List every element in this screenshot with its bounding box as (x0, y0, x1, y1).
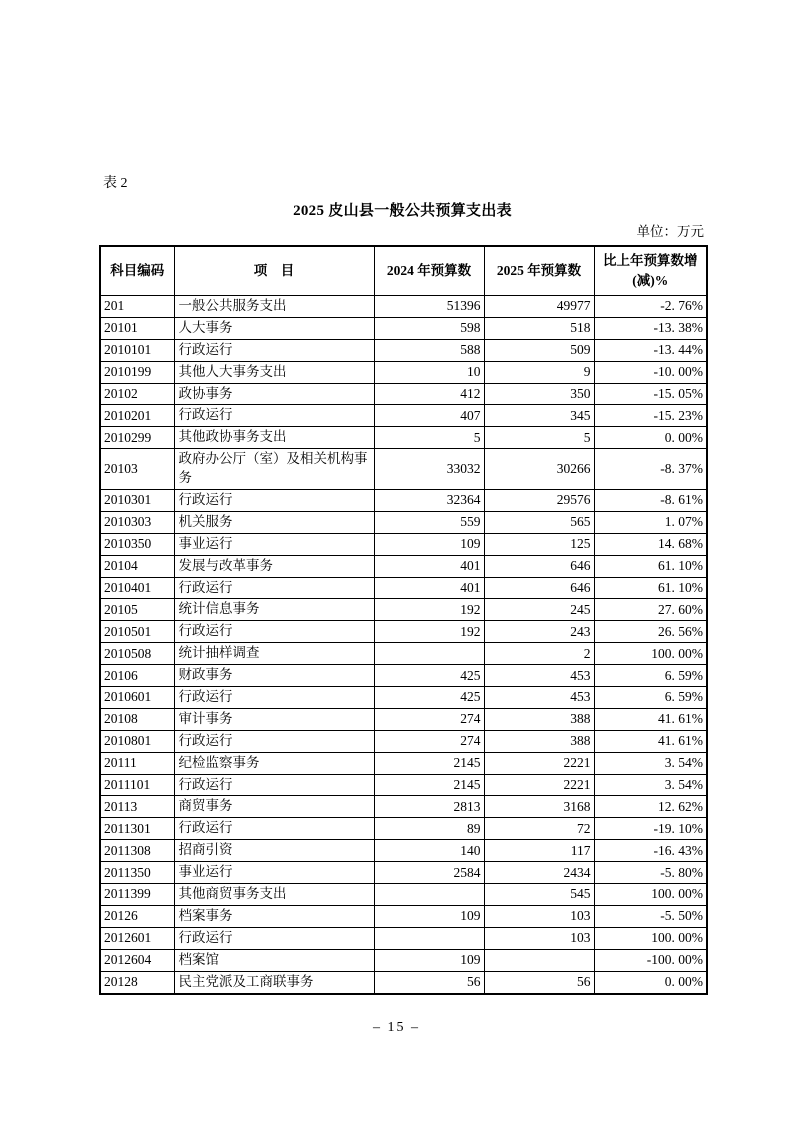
row-code: 2010201 (100, 405, 174, 427)
table-row (100, 405, 707, 427)
row-code: 2010101 (100, 339, 174, 361)
row-code: 20111 (100, 752, 174, 774)
row-code: 2011308 (100, 840, 174, 862)
row-budget-2025: 30266 (484, 449, 594, 490)
row-code: 201 (100, 296, 174, 318)
row-budget-2025: 2221 (484, 752, 594, 774)
table-row (100, 296, 707, 318)
row-change-pct: 3. 54% (594, 752, 707, 774)
row-change-pct: 61. 10% (594, 577, 707, 599)
row-code: 2010301 (100, 490, 174, 512)
table-row (100, 621, 707, 643)
row-code: 2010199 (100, 361, 174, 383)
row-item: 审计事务 (174, 708, 374, 730)
table-row (100, 949, 707, 971)
row-code: 2010303 (100, 511, 174, 533)
row-code: 20108 (100, 708, 174, 730)
row-budget-2025: 103 (484, 905, 594, 927)
row-code: 2010401 (100, 577, 174, 599)
row-budget-2024: 274 (374, 708, 484, 730)
row-item: 行政运行 (174, 490, 374, 512)
row-item: 行政运行 (174, 730, 374, 752)
table-row (100, 971, 707, 993)
row-budget-2024: 425 (374, 665, 484, 687)
row-change-pct: -15. 23% (594, 405, 707, 427)
row-budget-2024: 598 (374, 317, 484, 339)
row-budget-2024: 2813 (374, 796, 484, 818)
row-change-pct: 0. 00% (594, 971, 707, 993)
row-code: 2012601 (100, 927, 174, 949)
row-budget-2025: 518 (484, 317, 594, 339)
row-change-pct: 14. 68% (594, 533, 707, 555)
row-code: 20103 (100, 449, 174, 490)
row-budget-2024: 588 (374, 339, 484, 361)
table-row (100, 796, 707, 818)
row-item: 事业运行 (174, 533, 374, 555)
row-item: 政府办公厅（室）及相关机构事务 (174, 449, 374, 490)
table-row (100, 361, 707, 383)
row-change-pct: 3. 54% (594, 774, 707, 796)
row-change-pct: 100. 00% (594, 643, 707, 665)
row-budget-2024: 109 (374, 533, 484, 555)
row-code: 20104 (100, 555, 174, 577)
table-row (100, 599, 707, 621)
row-budget-2025 (484, 949, 594, 971)
row-item: 财政事务 (174, 665, 374, 687)
row-item: 档案馆 (174, 949, 374, 971)
page-number: – 15 – (373, 1020, 420, 1035)
row-code: 20113 (100, 796, 174, 818)
row-change-pct: 100. 00% (594, 884, 707, 906)
row-item: 机关服务 (174, 511, 374, 533)
row-item: 行政运行 (174, 577, 374, 599)
row-change-pct: -19. 10% (594, 818, 707, 840)
row-code: 2010299 (100, 427, 174, 449)
header-item: 项 目 (174, 246, 374, 296)
row-change-pct: -13. 44% (594, 339, 707, 361)
row-item: 其他政协事务支出 (174, 427, 374, 449)
row-budget-2024: 89 (374, 818, 484, 840)
row-budget-2025: 9 (484, 361, 594, 383)
row-code: 20126 (100, 905, 174, 927)
row-budget-2025: 29576 (484, 490, 594, 512)
row-budget-2024: 32364 (374, 490, 484, 512)
row-code: 2010801 (100, 730, 174, 752)
unit-note: 单位：万元 (636, 224, 704, 239)
row-code: 20101 (100, 317, 174, 339)
row-change-pct: -8. 37% (594, 449, 707, 490)
budget-table (99, 245, 708, 995)
table-header (100, 246, 707, 296)
table-row (100, 427, 707, 449)
row-change-pct: -5. 50% (594, 905, 707, 927)
row-change-pct: -2. 76% (594, 296, 707, 318)
row-budget-2025: 243 (484, 621, 594, 643)
row-budget-2024: 51396 (374, 296, 484, 318)
table-row (100, 577, 707, 599)
row-budget-2025: 350 (484, 383, 594, 405)
row-item: 政协事务 (174, 383, 374, 405)
row-budget-2024: 274 (374, 730, 484, 752)
row-change-pct: 0. 00% (594, 427, 707, 449)
page-title: 2025 皮山县一般公共预算支出表 (293, 203, 512, 219)
row-change-pct: -5. 80% (594, 862, 707, 884)
row-budget-2024: 407 (374, 405, 484, 427)
row-change-pct: -16. 43% (594, 840, 707, 862)
row-budget-2024: 2145 (374, 752, 484, 774)
row-change-pct: -100. 00% (594, 949, 707, 971)
row-code: 2011101 (100, 774, 174, 796)
row-budget-2025: 2 (484, 643, 594, 665)
row-code: 2011399 (100, 884, 174, 906)
row-budget-2025: 117 (484, 840, 594, 862)
row-code: 2011301 (100, 818, 174, 840)
table-row (100, 862, 707, 884)
table-row (100, 449, 707, 490)
row-budget-2024: 2145 (374, 774, 484, 796)
row-change-pct: 12. 62% (594, 796, 707, 818)
row-budget-2024: 5 (374, 427, 484, 449)
row-budget-2025: 245 (484, 599, 594, 621)
row-item: 其他商贸事务支出 (174, 884, 374, 906)
table-label: 表 2 (103, 176, 128, 191)
row-budget-2024: 425 (374, 687, 484, 709)
row-item: 行政运行 (174, 687, 374, 709)
row-item: 纪检监察事务 (174, 752, 374, 774)
table-row (100, 905, 707, 927)
table-row (100, 317, 707, 339)
row-change-pct: -8. 61% (594, 490, 707, 512)
table-row (100, 533, 707, 555)
table-row (100, 774, 707, 796)
row-budget-2025: 103 (484, 927, 594, 949)
row-budget-2024: 33032 (374, 449, 484, 490)
row-budget-2025: 345 (484, 405, 594, 427)
table-row (100, 840, 707, 862)
row-item: 行政运行 (174, 818, 374, 840)
table-row (100, 687, 707, 709)
header-row (100, 246, 707, 296)
row-budget-2025: 646 (484, 577, 594, 599)
header-budget-2025: 2025 年预算数 (484, 246, 594, 296)
row-item: 行政运行 (174, 774, 374, 796)
row-budget-2024: 559 (374, 511, 484, 533)
row-change-pct: -10. 00% (594, 361, 707, 383)
row-budget-2025: 565 (484, 511, 594, 533)
row-budget-2025: 453 (484, 665, 594, 687)
row-budget-2024: 401 (374, 577, 484, 599)
row-budget-2025: 646 (484, 555, 594, 577)
row-budget-2024: 140 (374, 840, 484, 862)
table-row (100, 383, 707, 405)
row-code: 20102 (100, 383, 174, 405)
row-code: 20106 (100, 665, 174, 687)
row-code: 2011350 (100, 862, 174, 884)
row-item: 统计抽样调查 (174, 643, 374, 665)
row-item: 民主党派及工商联事务 (174, 971, 374, 993)
row-change-pct: 1. 07% (594, 511, 707, 533)
row-item: 一般公共服务支出 (174, 296, 374, 318)
row-budget-2024 (374, 643, 484, 665)
row-budget-2025: 2221 (484, 774, 594, 796)
row-change-pct: 6. 59% (594, 687, 707, 709)
row-budget-2024: 412 (374, 383, 484, 405)
row-item: 档案事务 (174, 905, 374, 927)
row-budget-2024: 56 (374, 971, 484, 993)
row-code: 2010350 (100, 533, 174, 555)
row-code: 2010601 (100, 687, 174, 709)
row-item: 事业运行 (174, 862, 374, 884)
row-change-pct: 26. 56% (594, 621, 707, 643)
row-budget-2025: 509 (484, 339, 594, 361)
row-item: 发展与改革事务 (174, 555, 374, 577)
row-budget-2024: 192 (374, 621, 484, 643)
row-budget-2025: 5 (484, 427, 594, 449)
row-budget-2025: 388 (484, 730, 594, 752)
row-item: 行政运行 (174, 927, 374, 949)
row-budget-2024: 401 (374, 555, 484, 577)
table-row (100, 730, 707, 752)
row-change-pct: 6. 59% (594, 665, 707, 687)
table-row (100, 818, 707, 840)
row-item: 其他人大事务支出 (174, 361, 374, 383)
row-item: 行政运行 (174, 621, 374, 643)
header-change-pct: 比上年预算数增(减)% (594, 246, 707, 296)
row-budget-2024: 109 (374, 905, 484, 927)
row-budget-2025: 453 (484, 687, 594, 709)
row-code: 20105 (100, 599, 174, 621)
table-row (100, 490, 707, 512)
table-row (100, 927, 707, 949)
row-budget-2024: 109 (374, 949, 484, 971)
row-change-pct: 41. 61% (594, 730, 707, 752)
row-budget-2024: 10 (374, 361, 484, 383)
row-item: 人大事务 (174, 317, 374, 339)
table-row (100, 752, 707, 774)
row-budget-2024 (374, 927, 484, 949)
row-budget-2025: 545 (484, 884, 594, 906)
row-item: 统计信息事务 (174, 599, 374, 621)
row-item: 行政运行 (174, 405, 374, 427)
table-row (100, 884, 707, 906)
row-budget-2024: 2584 (374, 862, 484, 884)
table-row (100, 708, 707, 730)
row-budget-2025: 56 (484, 971, 594, 993)
row-change-pct: 61. 10% (594, 555, 707, 577)
table-row (100, 511, 707, 533)
row-budget-2024: 192 (374, 599, 484, 621)
row-item: 招商引资 (174, 840, 374, 862)
row-change-pct: 41. 61% (594, 708, 707, 730)
row-code: 2010501 (100, 621, 174, 643)
row-budget-2024 (374, 884, 484, 906)
table-row (100, 339, 707, 361)
header-budget-2024: 2024 年预算数 (374, 246, 484, 296)
row-change-pct: -13. 38% (594, 317, 707, 339)
row-budget-2025: 388 (484, 708, 594, 730)
row-code: 2012604 (100, 949, 174, 971)
row-change-pct: -15. 05% (594, 383, 707, 405)
row-budget-2025: 49977 (484, 296, 594, 318)
row-budget-2025: 3168 (484, 796, 594, 818)
row-change-pct: 100. 00% (594, 927, 707, 949)
row-code: 2010508 (100, 643, 174, 665)
row-item: 行政运行 (174, 339, 374, 361)
table-row (100, 643, 707, 665)
row-item: 商贸事务 (174, 796, 374, 818)
table-body (100, 296, 707, 994)
row-code: 20128 (100, 971, 174, 993)
header-code: 科目编码 (100, 246, 174, 296)
row-budget-2025: 2434 (484, 862, 594, 884)
table-row (100, 665, 707, 687)
table-row (100, 555, 707, 577)
row-change-pct: 27. 60% (594, 599, 707, 621)
row-budget-2025: 72 (484, 818, 594, 840)
row-budget-2025: 125 (484, 533, 594, 555)
